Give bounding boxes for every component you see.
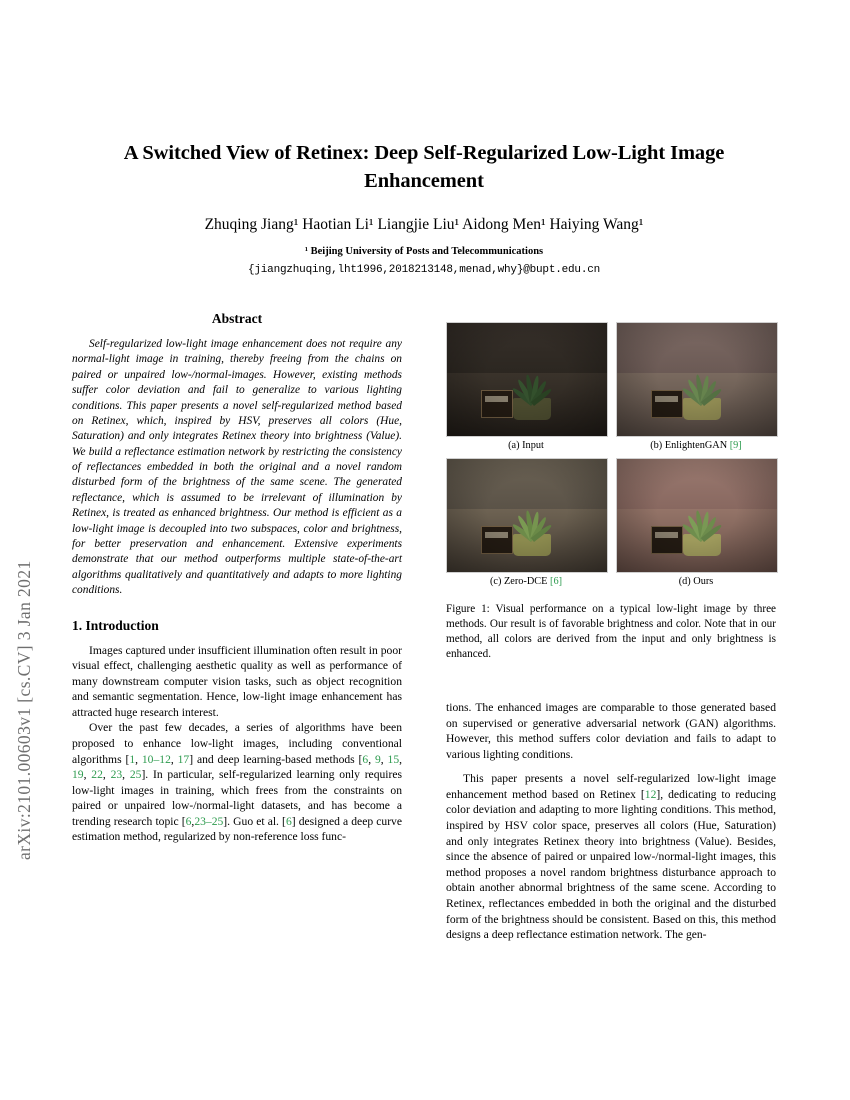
abstract-text: Self-regularized low-light image enhancement does not require any normal-light image in training, thereby freeing from the chains on paired or unpaired low-/normal-images. However, existing methods suffer color deviation and fail to generalize to various lighting conditions. This paper presents a novel self-regularized method based on Retinex, which, inspired by HSV, preserves all colors (Hue, Saturation) and only integrates Retinex theory into brightness (Value). We build a reflectance estimation network by restricting the consistency of reflectances embedded in both the original and a novel random disturbed form of the brightness of the same scene. The generated reflectance, which is assumed to be irrelevant of illumination by Retinex, is treated as enhanced brightness. Our method is efficient as a low-light image is decoupled into two subspaces, color and brightness, for better preservation and enhancement. Extensive experiments demonstrate that our method outperforms multiple state-of-the-art algorithms qualitatively and quantitatively and adapts to more lighting conditions.: [72, 337, 402, 597]
page-title: A Switched View of Retinex: Deep Self-Regularized Low-Light Image Enhancement: [123, 142, 725, 192]
figure-subcaption-b-label: (b) EnlightenGAN: [650, 440, 730, 451]
sep: ,: [83, 768, 92, 782]
citation-6-b[interactable]: 6: [185, 814, 192, 828]
sep: ,: [368, 752, 375, 766]
sep: ,: [170, 752, 178, 766]
sep: ,: [135, 752, 142, 766]
affiliation: ¹ Beijing University of Posts and Telecommunications: [304, 246, 544, 257]
sep: ,: [102, 768, 111, 782]
citation-23-25[interactable]: 23–25: [194, 814, 224, 828]
intro-p2-seg-d: ]. Guo et al. [: [223, 814, 286, 828]
citation-12[interactable]: 12: [644, 787, 657, 801]
figure-subcaption-a-label: (a) Input: [508, 440, 544, 451]
paper-content: [72, 0, 778, 1100]
citation-9[interactable]: 9: [374, 752, 381, 766]
figure-subcaption-d: [616, 576, 776, 587]
figure-image-enlightengan: [616, 322, 778, 437]
intro-p4-seg-a: This paper presents a novel self-regularized low-light image enhancement method based on Retinex [: [446, 772, 776, 801]
intro-paragraph-1: Images captured under insufficient illumination often result in poor visual effect, challenging aesthetic quality as well as performance of many downstream computer vision tasks, such as object recognition and semantic segmentation. Hence, low-light image enhancement has attracted huge research interest.: [72, 643, 402, 719]
intro-p2-seg-b: ] and deep learning-based methods [: [189, 752, 363, 766]
intro-paragraph-3: tions. The enhanced images are comparable to those generated based on supervised or generative adversarial network (GAN) algorithms. However, this method suffers color deviation and fails to adapt to various lighting conditions.: [446, 701, 776, 761]
citation-1[interactable]: 1: [129, 752, 136, 766]
citation-19[interactable]: 19: [72, 768, 84, 782]
figure-subcaption-a: [446, 440, 606, 451]
arxiv-stamp: arXiv:2101.00603v1 [cs.CV] 3 Jan 2021: [14, 560, 34, 860]
intro-paragraph-4: [446, 771, 776, 942]
abstract-heading: Abstract: [211, 311, 263, 326]
figure-image-zerodce: [446, 458, 608, 573]
citation-23[interactable]: 23: [110, 768, 123, 782]
figure-caption: Figure 1: Visual performance on a typical low-light image by three methods. Our result is of favorable brightness and color. Note that in our method, all colors are derived from the input and only brightness is enhanced.: [446, 603, 776, 660]
figure-subcaption-c-label: (c) Zero-DCE: [489, 576, 551, 587]
intro-p2-seg-e: ] designed a deep curve estimation method, regularized by non-reference loss func-: [72, 814, 402, 844]
intro-p4-seg-b: ], dedicating to reducing color deviation and adapting to more lighting conditions. This method, inspired by HSV color space, preserves all colors (Hue, Saturation) and only integrates Retinex theory into brightness (Value). Besides, since the absence of paired or unpaired low-/normal-light images, this method proposes a novel random brightness disturbance approach to obtain another abnormal brightness of the same scene. According to Retinex, reflectances embedded in both the original and the disturbed form of the brightness should be consistent. Based on this, this method designs a deep reflectance estimation network. The gen-: [446, 787, 776, 942]
citation-10-12[interactable]: 10–12: [141, 752, 171, 766]
citation-9-figure[interactable]: [9]: [729, 440, 742, 451]
sep: ,: [191, 814, 195, 828]
sep: ,: [380, 752, 388, 766]
figure-cell-d: [616, 458, 776, 594]
introduction-heading: 1. Introduction: [72, 617, 159, 633]
figure-subcaption-b: [616, 440, 776, 451]
figure-subcaption-c: [446, 576, 606, 587]
figure-1: [446, 322, 776, 662]
citation-25[interactable]: 25: [129, 768, 142, 782]
right-column: [446, 700, 776, 943]
intro-p2-seg-c: ]. In particular, self-regularized learning only requires low-light images in training, which frees from the constraints on paired or unpaired low-/normal-light datasets, and has become a trending research topic [: [72, 768, 403, 828]
figure-image-input: [446, 322, 608, 437]
figure-cell-c: [446, 458, 606, 594]
citation-6[interactable]: 6: [362, 752, 369, 766]
figure-subcaption-d-label: (d) Ours: [678, 576, 714, 587]
intro-p2-seg-a: Over the past few decades, a series of algorithms have been proposed to enhance low-light images, including conventional algorithms [: [72, 721, 402, 766]
email-line: {jiangzhuqing,lht1996,2018213148,menad,why}@bupt.edu.cn: [247, 264, 601, 276]
citation-6-figure[interactable]: [6]: [550, 576, 563, 587]
figure-row-bottom: [446, 458, 776, 594]
citation-22[interactable]: 22: [91, 768, 103, 782]
citation-15[interactable]: 15: [387, 752, 400, 766]
author-list: Zhuqing Jiang¹ Haotian Li¹ Liangjie Liu¹ Aidong Men¹ Haiying Wang¹: [204, 216, 644, 233]
citation-17[interactable]: 17: [177, 752, 190, 766]
intro-paragraph-2: [72, 720, 402, 845]
left-column: [72, 310, 402, 845]
figure-cell-b: [616, 322, 776, 458]
figure-cell-a: [446, 322, 606, 458]
figure-row-top: [446, 322, 776, 458]
sep: ,: [399, 752, 403, 766]
sep: ,: [122, 768, 130, 782]
citation-6-c[interactable]: 6: [285, 814, 292, 828]
figure-image-ours: [616, 458, 778, 573]
